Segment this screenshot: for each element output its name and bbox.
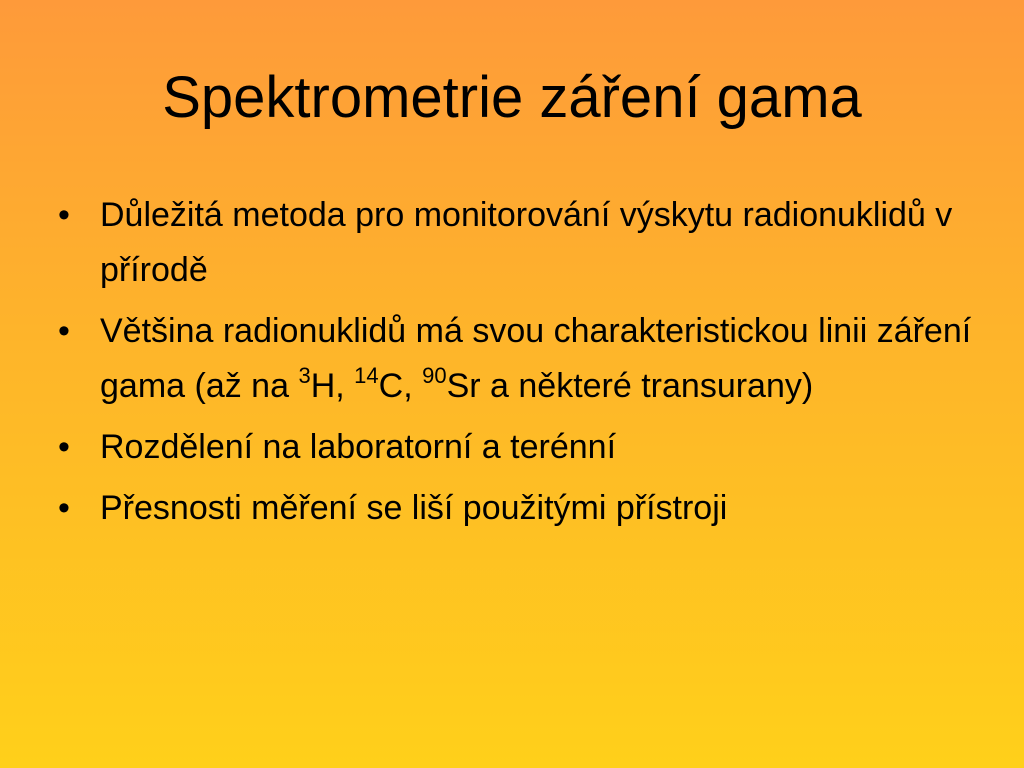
bullet-item-3 [58, 420, 988, 475]
bullet-text-part: C, [378, 367, 423, 405]
bullet-text: Většina radionuklidů má svou charakteristickou linii záření gama (až na [100, 312, 972, 405]
bullet-item-4 [58, 481, 988, 536]
bullet-text-part: Sr a některé transurany) [446, 367, 814, 405]
superscript-mass-number: 3 [298, 363, 311, 388]
slide-title: Spektrometrie záření gama [162, 65, 862, 130]
bullet-marker: • [58, 312, 70, 350]
bullet-marker: • [58, 428, 70, 466]
bullet-list [58, 188, 988, 542]
bullet-text: Přesnosti měření se liší použitými přístroji [100, 489, 728, 527]
superscript-mass-number: 14 [354, 363, 379, 388]
bullet-text: Důležitá metoda pro monitorování výskytu radionuklidů v přírodě [100, 196, 953, 289]
superscript-mass-number: 90 [422, 363, 447, 388]
bullet-item-1 [58, 188, 988, 298]
bullet-marker: • [58, 489, 70, 527]
bullet-text: Rozdělení na laboratorní a terénní [100, 428, 617, 466]
bullet-marker: • [58, 196, 70, 234]
bullet-text-part: H, [310, 367, 355, 405]
bullet-item-2 [58, 304, 988, 414]
